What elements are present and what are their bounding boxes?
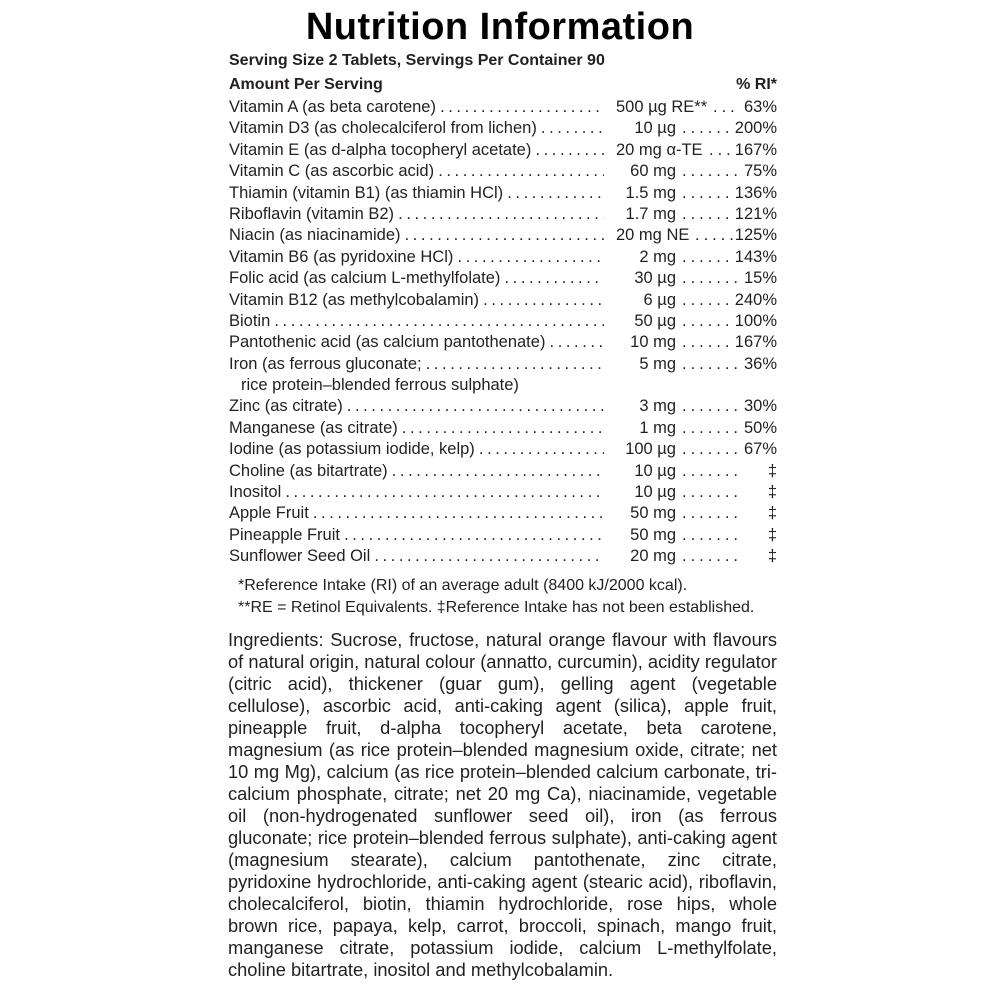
nutrient-ri: 136%	[733, 183, 777, 204]
ri-header: % RI*	[736, 76, 777, 93]
dot-leader	[682, 204, 737, 225]
nutrient-amount: 10 µg	[612, 482, 676, 503]
dot-leader	[682, 332, 737, 353]
dot-leader	[682, 461, 737, 482]
dot-leader	[682, 482, 737, 503]
nutrient-name: Apple Fruit . . .	[229, 503, 604, 524]
dot-leader	[682, 546, 737, 567]
nutrient-name: Zinc (as citrate) . . .	[229, 396, 604, 417]
nutrient-name: Sunflower Seed Oil . . .	[229, 546, 604, 567]
nutrient-name: Inositol . . .	[229, 482, 604, 503]
nutrient-row	[229, 247, 777, 268]
serving-size: Serving Size 2 Tablets, Servings Per Container 90	[229, 52, 605, 69]
nutrient-row	[229, 354, 777, 397]
nutrient-ri: 240%	[733, 290, 777, 311]
footnote-re: **RE = Retinol Equivalents. ‡Reference Intake has not been established.	[238, 598, 755, 616]
nutrient-amount: 10 mg	[612, 332, 676, 353]
nutrient-amount: 1.7 mg	[612, 204, 676, 225]
nutrient-amount: 50 mg	[612, 503, 676, 524]
nutrient-name-continuation: rice protein–blended ferrous sulphate)	[241, 376, 519, 395]
nutrient-amount: 100 µg	[612, 439, 676, 460]
footnote-ri: *Reference Intake (RI) of an average adult (8400 kJ/2000 kcal).	[238, 577, 688, 594]
nutrient-amount: 20 mg	[612, 546, 676, 567]
dot-leader	[682, 418, 737, 439]
dot-leader	[682, 290, 737, 311]
nutrient-ri: 36%	[742, 354, 777, 375]
dot-leader	[682, 247, 737, 268]
dot-leader	[682, 183, 737, 204]
nutrient-name: Vitamin D3 (as cholecalciferol from lichen) . . .	[229, 118, 604, 139]
nutrient-name: Pineapple Fruit . . .	[229, 525, 604, 546]
nutrient-name: Folic acid (as calcium L-methylfolate) . . .	[229, 268, 604, 289]
dot-leader	[682, 354, 737, 375]
nutrient-name: Niacin (as niacinamide) . . .	[229, 225, 604, 246]
nutrient-row	[229, 204, 777, 225]
dot-leader	[682, 118, 737, 139]
nutrient-row	[229, 503, 777, 524]
nutrient-ri: 200%	[733, 118, 777, 139]
nutrient-amount: 3 mg	[612, 396, 676, 417]
nutrient-amount: 500 µg RE**	[612, 97, 707, 118]
footnotes	[238, 575, 798, 618]
dot-leader	[695, 225, 737, 246]
nutrient-ri: 50%	[742, 418, 777, 439]
nutrient-name: Vitamin B12 (as methylcobalamin) . . .	[229, 290, 604, 311]
ingredients-text: Ingredients: Sucrose, fructose, natural orange flavour with flavours of natural origin, natural colour (annatto, curcumin), acidity regulator (citric acid), thickener (guar gum), gelling agent (vegetable cellulose), ascorbic acid, anti-caking agent (silica), apple fruit, pineapple fruit, d-alpha tocopheryl acetate, beta carotene, magnesium (as rice protein–blended magnesium oxide, citrate; net 10 mg Mg), calcium (as rice protein–blended calcium carbonate, tri-calcium phosphate, citrate; net 20 mg Ca), niacinamide, vegetable oil (non-hydrogenated sunflower seed oil), iron (as ferrous gluconate; rice protein–blended ferrous sulphate), anti-caking agent (magnesium stearate), calcium pantothenate, zinc citrate, pyridoxine hydrochloride, anti-caking agent (stearic acid), riboflavin, cholecalciferol, biotin, thiamin hydrochloride, rose hips, whole brown rice, papaya, kelp, carrot, broccoli, spinach, mango fruit, manganese citrate, potassium iodide, calcium L-methylfolate, choline bitartrate, inositol and methylcobalamin.	[228, 629, 777, 980]
nutrient-amount: 1.5 mg	[612, 183, 676, 204]
nutrient-amount: 50 mg	[612, 525, 676, 546]
nutrient-name: Vitamin E (as d-alpha tocopheryl acetate) . . .	[229, 140, 604, 161]
nutrient-row	[229, 161, 777, 182]
nutrient-row	[229, 268, 777, 289]
nutrient-row	[229, 118, 777, 139]
nutrient-ri: 67%	[742, 439, 777, 460]
dot-leader	[682, 311, 737, 332]
nutrient-name: Pantothenic acid (as calcium pantothenate) . . .	[229, 332, 604, 353]
nutrient-amount: 50 µg	[612, 311, 676, 332]
nutrient-amount: 20 mg α-TE	[612, 140, 703, 161]
nutrient-amount: 5 mg	[612, 354, 676, 375]
nutrient-ri: 75%	[742, 161, 777, 182]
nutrient-row	[229, 332, 777, 353]
amount-header	[229, 76, 777, 94]
nutrient-ri: 100%	[733, 311, 777, 332]
nutrient-row	[229, 482, 777, 503]
nutrient-ri: 125%	[733, 225, 777, 246]
nutrient-row	[229, 525, 777, 546]
nutrient-ri: 143%	[733, 247, 777, 268]
nutrient-row	[229, 461, 777, 482]
nutrient-amount: 60 mg	[612, 161, 676, 182]
nutrient-row	[229, 140, 777, 161]
nutrient-name: Vitamin A (as beta carotene) . . .	[229, 97, 604, 118]
dot-leader	[682, 268, 737, 289]
nutrient-name: Thiamin (vitamin B1) (as thiamin HCl) . . .	[229, 183, 604, 204]
nutrient-row	[229, 97, 777, 118]
nutrient-amount: 1 mg	[612, 418, 676, 439]
dot-leader	[682, 396, 737, 417]
nutrient-row	[229, 439, 777, 460]
amount-per-serving-label: Amount Per Serving	[229, 76, 383, 93]
nutrient-ri: ‡	[766, 546, 777, 567]
nutrient-name: Riboflavin (vitamin B2) . . .	[229, 204, 604, 225]
page-title: Nutrition Information	[305, 6, 695, 48]
nutrient-name: Manganese (as citrate) . . .	[229, 418, 604, 439]
nutrient-row	[229, 546, 777, 567]
dot-leader	[682, 439, 737, 460]
nutrient-ri: 15%	[742, 268, 777, 289]
nutrient-ri: ‡	[766, 461, 777, 482]
nutrient-ri: 167%	[733, 332, 777, 353]
nutrient-ri: ‡	[766, 525, 777, 546]
nutrient-name: Iodine (as potassium iodide, kelp) . . .	[229, 439, 604, 460]
dot-leader	[713, 97, 737, 118]
nutrient-amount: 2 mg	[612, 247, 676, 268]
nutrient-row	[229, 311, 777, 332]
nutrient-name: Biotin . . .	[229, 311, 604, 332]
nutrient-amount: 30 µg	[612, 268, 676, 289]
nutrient-amount: 6 µg	[612, 290, 676, 311]
nutrient-amount: 10 µg	[612, 118, 676, 139]
nutrient-name: Choline (as bitartrate) . . .	[229, 461, 604, 482]
dot-leader	[682, 161, 737, 182]
nutrient-row	[229, 290, 777, 311]
nutrient-table	[229, 97, 777, 568]
nutrient-ri: 30%	[742, 396, 777, 417]
nutrient-row	[229, 183, 777, 204]
nutrient-name: Vitamin C (as ascorbic acid) . . .	[229, 161, 604, 182]
dot-leader	[682, 525, 737, 546]
dot-leader	[682, 503, 737, 524]
nutrient-ri: ‡	[766, 503, 777, 524]
nutrient-ri: 63%	[742, 97, 777, 118]
nutrient-ri: ‡	[766, 482, 777, 503]
nutrient-name: Vitamin B6 (as pyridoxine HCl) . . .	[229, 247, 604, 268]
nutrient-name: Iron (as ferrous gluconate; . . .	[229, 354, 604, 375]
nutrient-ri: 167%	[733, 140, 777, 161]
nutrient-ri: 121%	[733, 204, 777, 225]
nutrient-row	[229, 418, 777, 439]
nutrient-amount: 20 mg NE	[612, 225, 689, 246]
nutrient-row	[229, 396, 777, 417]
nutrient-row	[229, 225, 777, 246]
nutrient-amount: 10 µg	[612, 461, 676, 482]
